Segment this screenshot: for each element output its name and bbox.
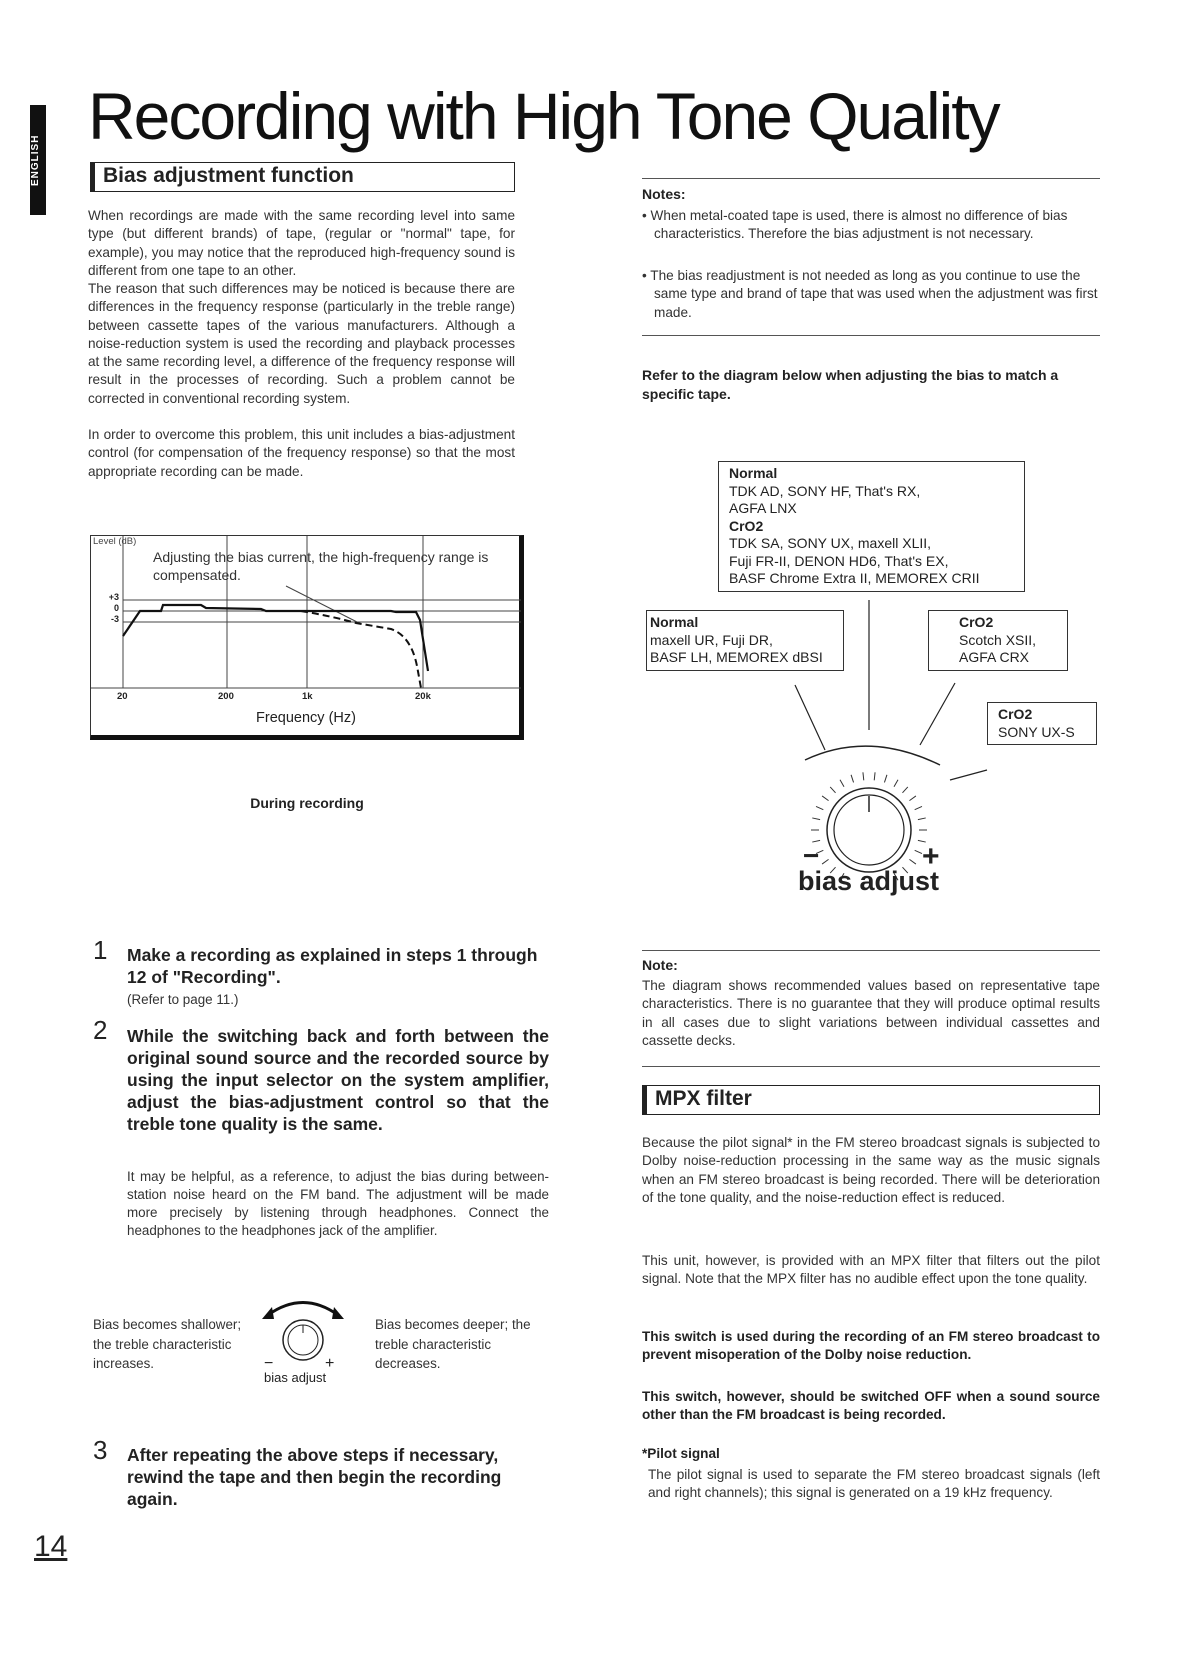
- minus-sign: −: [264, 1355, 274, 1372]
- mpx-bold-1: This switch is used during the recording of an FM stereo broadcast to prevent misoperation of the Dolby noise reduction.: [642, 1329, 1100, 1363]
- note-item: • The bias readjustment is not needed as long as you continue to use the same type and brand of tape that was used when the adjustment was first made.: [642, 268, 1098, 320]
- arrow-left-icon: [262, 1307, 274, 1319]
- page-title: Recording with High Tone Quality: [88, 79, 999, 153]
- box-heading: CrO2: [959, 614, 994, 630]
- plus-sign: +: [325, 1355, 335, 1372]
- dial-tick: [816, 806, 823, 809]
- x-axis-label: Frequency (Hz): [256, 710, 356, 726]
- box-heading: Normal: [729, 465, 778, 481]
- tape-box-right: [928, 610, 1068, 671]
- dial-tick: [840, 780, 844, 787]
- y-tick: -3: [110, 614, 119, 624]
- dial-tick: [884, 775, 886, 783]
- x-tick: 1k: [302, 691, 313, 702]
- solid-response-curve: [123, 605, 428, 671]
- dial-tick: [812, 818, 820, 820]
- x-tick: 20k: [415, 691, 431, 702]
- step-number: 3: [93, 1435, 108, 1465]
- knob-right-text: Bias becomes deeper; the treble characteristic decreases.: [375, 1317, 531, 1371]
- minus-sign: −: [803, 840, 820, 871]
- section-heading-mpx: MPX filter: [642, 1085, 1100, 1115]
- dial-tick: [915, 806, 922, 809]
- mpx-para-1: Because the pilot signal* in the FM stereo broadcast signals is subjected to Dolby noise-reduction processing in the same way as the music signals when an FM stereo broadcast is being recorded. There will be deterioration of the tone quality, and the noise-reduction effect is reduced.: [642, 1135, 1100, 1205]
- pilot-text: The pilot signal is used to separate the FM stereo broadcast signals (left and right channels); this signal is generated on a 19 kHz frequency.: [648, 1467, 1100, 1501]
- y-axis-label: Level (dB): [93, 536, 137, 547]
- dial-tick: [822, 796, 828, 801]
- mpx-bold-2: This switch, however, should be switched OFF when a sound source other than the FM broadcast is being recorded.: [642, 1389, 1100, 1423]
- box-line: Fuji FR-II, DENON HD6, That's EX,: [729, 552, 949, 569]
- note2-heading: Note:: [642, 957, 678, 973]
- dial-tick: [918, 818, 926, 820]
- dial-tick: [863, 772, 864, 780]
- bias-adjust-label: bias adjust: [798, 866, 940, 896]
- step-2-sub: It may be helpful, as a reference, to adjust the bias during between-station noise heard on the FM band. The adjustment will be made more precisely by listening through headphones. Connect the headphones to the headphones jack of the amplifier.: [127, 1169, 549, 1238]
- x-tick: 20: [117, 691, 128, 702]
- pilot-heading: *Pilot signal: [642, 1446, 720, 1461]
- tape-box-far-right: [987, 702, 1097, 745]
- dial-tick: [874, 772, 875, 780]
- dial-tick: [894, 780, 898, 787]
- box-line: TDK AD, SONY HF, That's RX,: [729, 482, 921, 499]
- knob-label: bias adjust: [264, 1370, 327, 1385]
- graph-annotation: Adjusting the bias current, the high-frequency range is compensated.: [153, 549, 489, 583]
- graph-caption: During recording: [250, 795, 364, 811]
- tape-box-left: [646, 610, 844, 671]
- x-tick: 200: [218, 691, 234, 702]
- bias-para-3: In order to overcome this problem, this unit includes a bias-adjustment control (for compensation of the frequency response) so that the most appropriate recording can be made.: [88, 427, 515, 479]
- dial-tick: [909, 859, 915, 864]
- box-line: BASF LH, MEMOREX dBSI: [650, 649, 823, 665]
- box-heading: CrO2: [998, 706, 1033, 722]
- box-line: AGFA CRX: [959, 649, 1030, 665]
- step-number: 2: [93, 1015, 108, 1045]
- section-heading-bias: Bias adjustment function: [90, 162, 515, 192]
- page-number: 14: [34, 1530, 68, 1563]
- box-line: AGFA LNX: [729, 500, 797, 516]
- box-line: maxell UR, Fuji DR,: [650, 631, 773, 648]
- step-1-title: Make a recording as explained in steps 1 through 12 of "Recording".: [127, 945, 538, 987]
- dial-tick: [830, 787, 835, 793]
- language-tab: ENGLISH: [30, 105, 46, 215]
- dial-tick: [915, 850, 922, 853]
- y-tick: +3: [108, 592, 119, 602]
- dial-tick: [909, 796, 915, 801]
- refer-text: Refer to the diagram below when adjusting the bias to match a specific tape.: [642, 367, 1059, 402]
- step-number: 1: [93, 935, 108, 965]
- tape-box-center: [718, 461, 1025, 592]
- arrow-right-icon: [332, 1307, 344, 1319]
- box-line: BASF Chrome Extra II, MEMOREX CRII: [729, 570, 980, 586]
- plus-sign: +: [922, 840, 940, 873]
- dial-tick: [902, 787, 907, 793]
- bias-para-2: The reason that such differences may be noticed is because there are differences in the frequency response (particularly in the treble range) between cassette tapes of the various manufacturers. Although a noise-reduction system is used the recording and playback processes at the same recording level, a difference of the frequency response will result in the processes of recording. Such a problem cannot be corrected in conventional recording system.: [88, 281, 515, 406]
- notes-heading: Notes:: [642, 186, 686, 202]
- box-line: SONY UX-S: [998, 723, 1075, 740]
- step-2-title: While the switching back and forth between the original sound source and the recorded source by using the input selector on the system amplifier, adjust the bias-adjustment control so that the treble tone quality is the same.: [127, 1026, 549, 1134]
- knob-left-text: Bias becomes shallower; the treble characteristic increases.: [93, 1317, 242, 1371]
- box-line: TDK SA, SONY UX, maxell XLII,: [729, 535, 932, 551]
- box-heading: Normal: [650, 614, 699, 630]
- frequency-graph: [90, 535, 524, 740]
- note2-text: The diagram shows recommended values based on representative tape characteristics. There is no guarantee that they will produce optimal results in all cases due to slight variations between individual cassettes and cassette decks.: [642, 978, 1100, 1048]
- box-line: Scotch XSII,: [959, 631, 1037, 648]
- note-item: • When metal-coated tape is used, there is almost no difference of bias characteristics. Therefore the bias adjustment is not necessary.: [642, 208, 1068, 242]
- mpx-para-2: This unit, however, is provided with an MPX filter that filters out the pilot signal. Note that the MPX filter has no audible effect upon the tone quality.: [642, 1253, 1100, 1287]
- dashed-response-curve: [301, 611, 421, 688]
- y-tick: 0: [113, 603, 119, 613]
- bias-para-1: When recordings are made with the same recording level into same type (but different brands) of tape, (regular or "normal" tape, for example), you may notice that the reproduced high-frequency sound is different from one tape to an other.: [88, 208, 515, 278]
- dial-tick: [822, 859, 828, 864]
- dial-tick: [851, 775, 853, 783]
- box-heading: CrO2: [729, 517, 764, 534]
- step-1-sub: (Refer to page 11.): [127, 992, 239, 1007]
- step-3-title: After repeating the above steps if necessary, rewind the tape and then begin the recording again.: [127, 1445, 502, 1509]
